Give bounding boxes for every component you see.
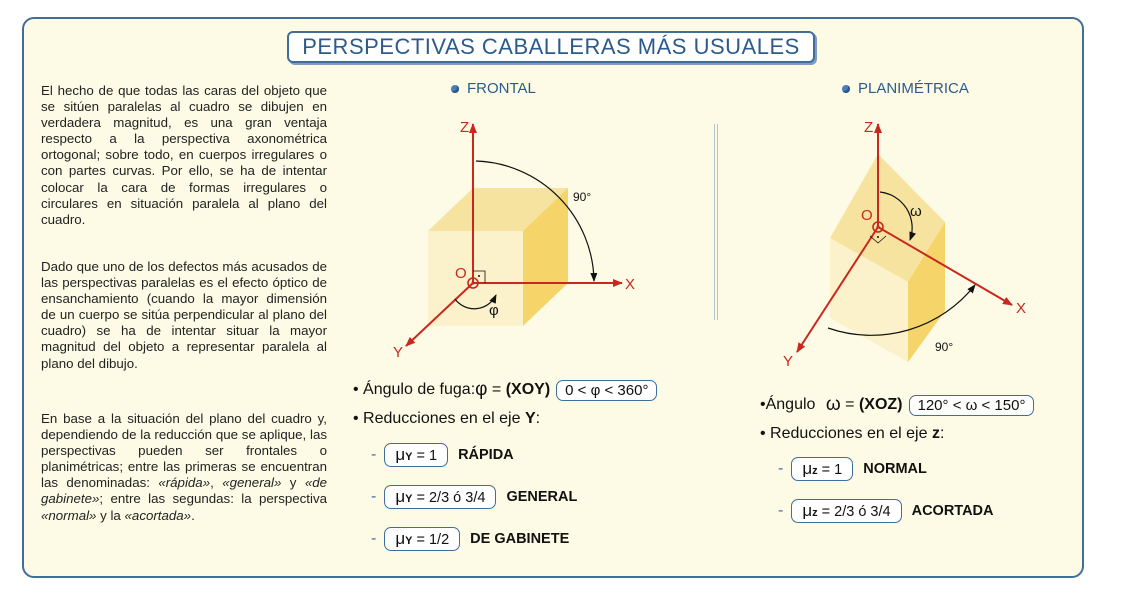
mu-sub: Y — [405, 535, 413, 547]
bullet-dot-text: • — [760, 396, 766, 413]
ang-symbol: ω — [825, 394, 841, 415]
planimetrica-label-x: X — [1016, 300, 1027, 317]
row-label: RÁPIDA — [458, 447, 514, 463]
mu-symbol: μ — [802, 459, 813, 478]
mu-symbol: μ — [395, 445, 406, 464]
frontal-label-phi: φ — [489, 302, 499, 319]
mu-value: = 1 — [412, 448, 438, 464]
frontal-label-z: Z — [460, 119, 470, 136]
planimetrica-heading-text: PLANIMÉTRICA — [858, 80, 969, 97]
mu-box — [791, 499, 901, 523]
planimetrica-row-1 — [778, 457, 927, 481]
planimetrica-label-90: 90° — [935, 340, 954, 354]
row-label: NORMAL — [863, 461, 927, 477]
mu-box — [384, 485, 496, 509]
dash: - — [778, 502, 784, 519]
planimetrica-reduc-line — [760, 425, 944, 443]
frontal-label-x: X — [625, 276, 636, 293]
frontal-reduc-line — [353, 410, 540, 428]
mu-box — [384, 443, 448, 467]
frontal-row-1 — [371, 443, 514, 467]
p3-part-f: . — [191, 507, 195, 523]
planimetrica-label-omega: ω — [910, 203, 922, 220]
reduc-suffix: : — [939, 425, 945, 442]
planimetrica-label-o: O — [861, 207, 873, 224]
frontal-heading-text: FRONTAL — [467, 80, 536, 97]
mu-sub: Y — [405, 451, 413, 463]
ang-eq: = — [840, 396, 859, 413]
p3-part-c: y — [281, 475, 305, 491]
planimetrica-label-z: Z — [864, 119, 874, 136]
p3-rapida: «rápida» — [158, 475, 211, 491]
p3-gabinete: «de gabinete» — [41, 475, 328, 507]
mu-value: = 2/3 ó 3/4 — [412, 490, 486, 506]
planimetrica-ang-line — [760, 394, 1034, 416]
p3-acortada: «acortada» — [124, 507, 192, 523]
mu-value: = 1/2 — [412, 532, 450, 548]
mu-value: = 1 — [817, 462, 843, 478]
planimetrica-row-2 — [778, 499, 993, 523]
mu-sub: Y — [405, 493, 413, 505]
dash: - — [778, 460, 784, 477]
fuga-eq: = — [487, 381, 506, 398]
mu-symbol: μ — [395, 487, 406, 506]
frontal-label-90: 90° — [573, 190, 592, 204]
fuga-prefix: Ángulo de fuga: — [363, 381, 476, 398]
p3-part-b: , — [210, 475, 223, 491]
fuga-xoy: (XOY) — [505, 381, 551, 398]
p3-part-a: En base a la situación del plano del cuadro y, dependiendo de la reducción que se aplique, las perspectivas pueden ser frontales o planimétricas; entre las primeras se encuentran las denominadas: — [41, 411, 327, 491]
p3-normal: «normal» — [41, 507, 97, 523]
reduc-axis: z — [931, 425, 940, 442]
reduc-prefix: Reducciones en el eje — [363, 410, 525, 427]
mu-symbol: μ — [395, 529, 406, 548]
frontal-row-3 — [371, 527, 569, 551]
paragraph-1: El hecho de que todas las caras del objeto que se sitúen paralelas al cuadro se dibujen en verdadera magnitud, es una gran ventaja respecto a la perspectiva axonométrica ortogonal; sobre todo, en cuerpos irregulares o con partes curvas. Por ello, se ha de intentar colocar la cara de formas irregulares o circulares en situación paralela al plano del cuadro. — [41, 83, 327, 227]
ang-xoz: (XOZ) — [858, 396, 903, 413]
page-title-text: PERSPECTIVAS CABALLERAS MÁS USUALES — [302, 34, 800, 59]
ang-prefix: Ángulo — [765, 396, 820, 413]
paragraph-2: Dado que uno de los defectos más acusados de las perspectivas paralelas es el efecto óptico de ensanchamiento (cuando la mayor dimensión de un cuerpo se sitúa perpendicular al plano del cuadro) se ha de intentar situar la mayor magnitud del objeto a representar paralela al plano del dibujo. — [41, 259, 327, 371]
frontal-label-y: Y — [393, 344, 404, 361]
dash: - — [371, 446, 377, 463]
planimetrica-label-y: Y — [783, 353, 794, 370]
dash: - — [371, 488, 377, 505]
p3-general: «general» — [222, 475, 282, 491]
frontal-row-2 — [371, 485, 577, 509]
fuga-symbol: φ — [475, 379, 488, 400]
row-label: GENERAL — [506, 489, 578, 505]
p3-part-d: ; entre las segundas: la perspectiva — [99, 491, 327, 507]
mu-box — [384, 527, 460, 551]
planimetrica-cube — [830, 154, 945, 362]
row-label: DE GABINETE — [470, 531, 570, 547]
mu-symbol: μ — [802, 501, 813, 520]
reduc-axis: Y — [524, 410, 536, 427]
mu-box — [791, 457, 853, 481]
ang-range-box: 120° < ω < 150° — [909, 395, 1035, 416]
bullet-dot-text: • — [353, 381, 364, 398]
mu-value: = 2/3 ó 3/4 — [817, 504, 891, 520]
mu-sub: z — [812, 507, 818, 519]
reduc-prefix: Reducciones en el eje — [770, 425, 932, 442]
frontal-fuga-line — [353, 379, 657, 401]
fuga-range-box: 0 < φ < 360° — [556, 380, 657, 401]
row-label: ACORTADA — [911, 503, 994, 519]
mu-sub: z — [812, 465, 818, 477]
frontal-label-o: O — [455, 265, 467, 282]
bullet-dot-text: • — [760, 425, 771, 442]
bullet-dot-text: • — [353, 410, 364, 427]
reduc-suffix: : — [535, 410, 541, 427]
dash: - — [371, 530, 377, 547]
p3-part-e: y la — [96, 507, 125, 523]
